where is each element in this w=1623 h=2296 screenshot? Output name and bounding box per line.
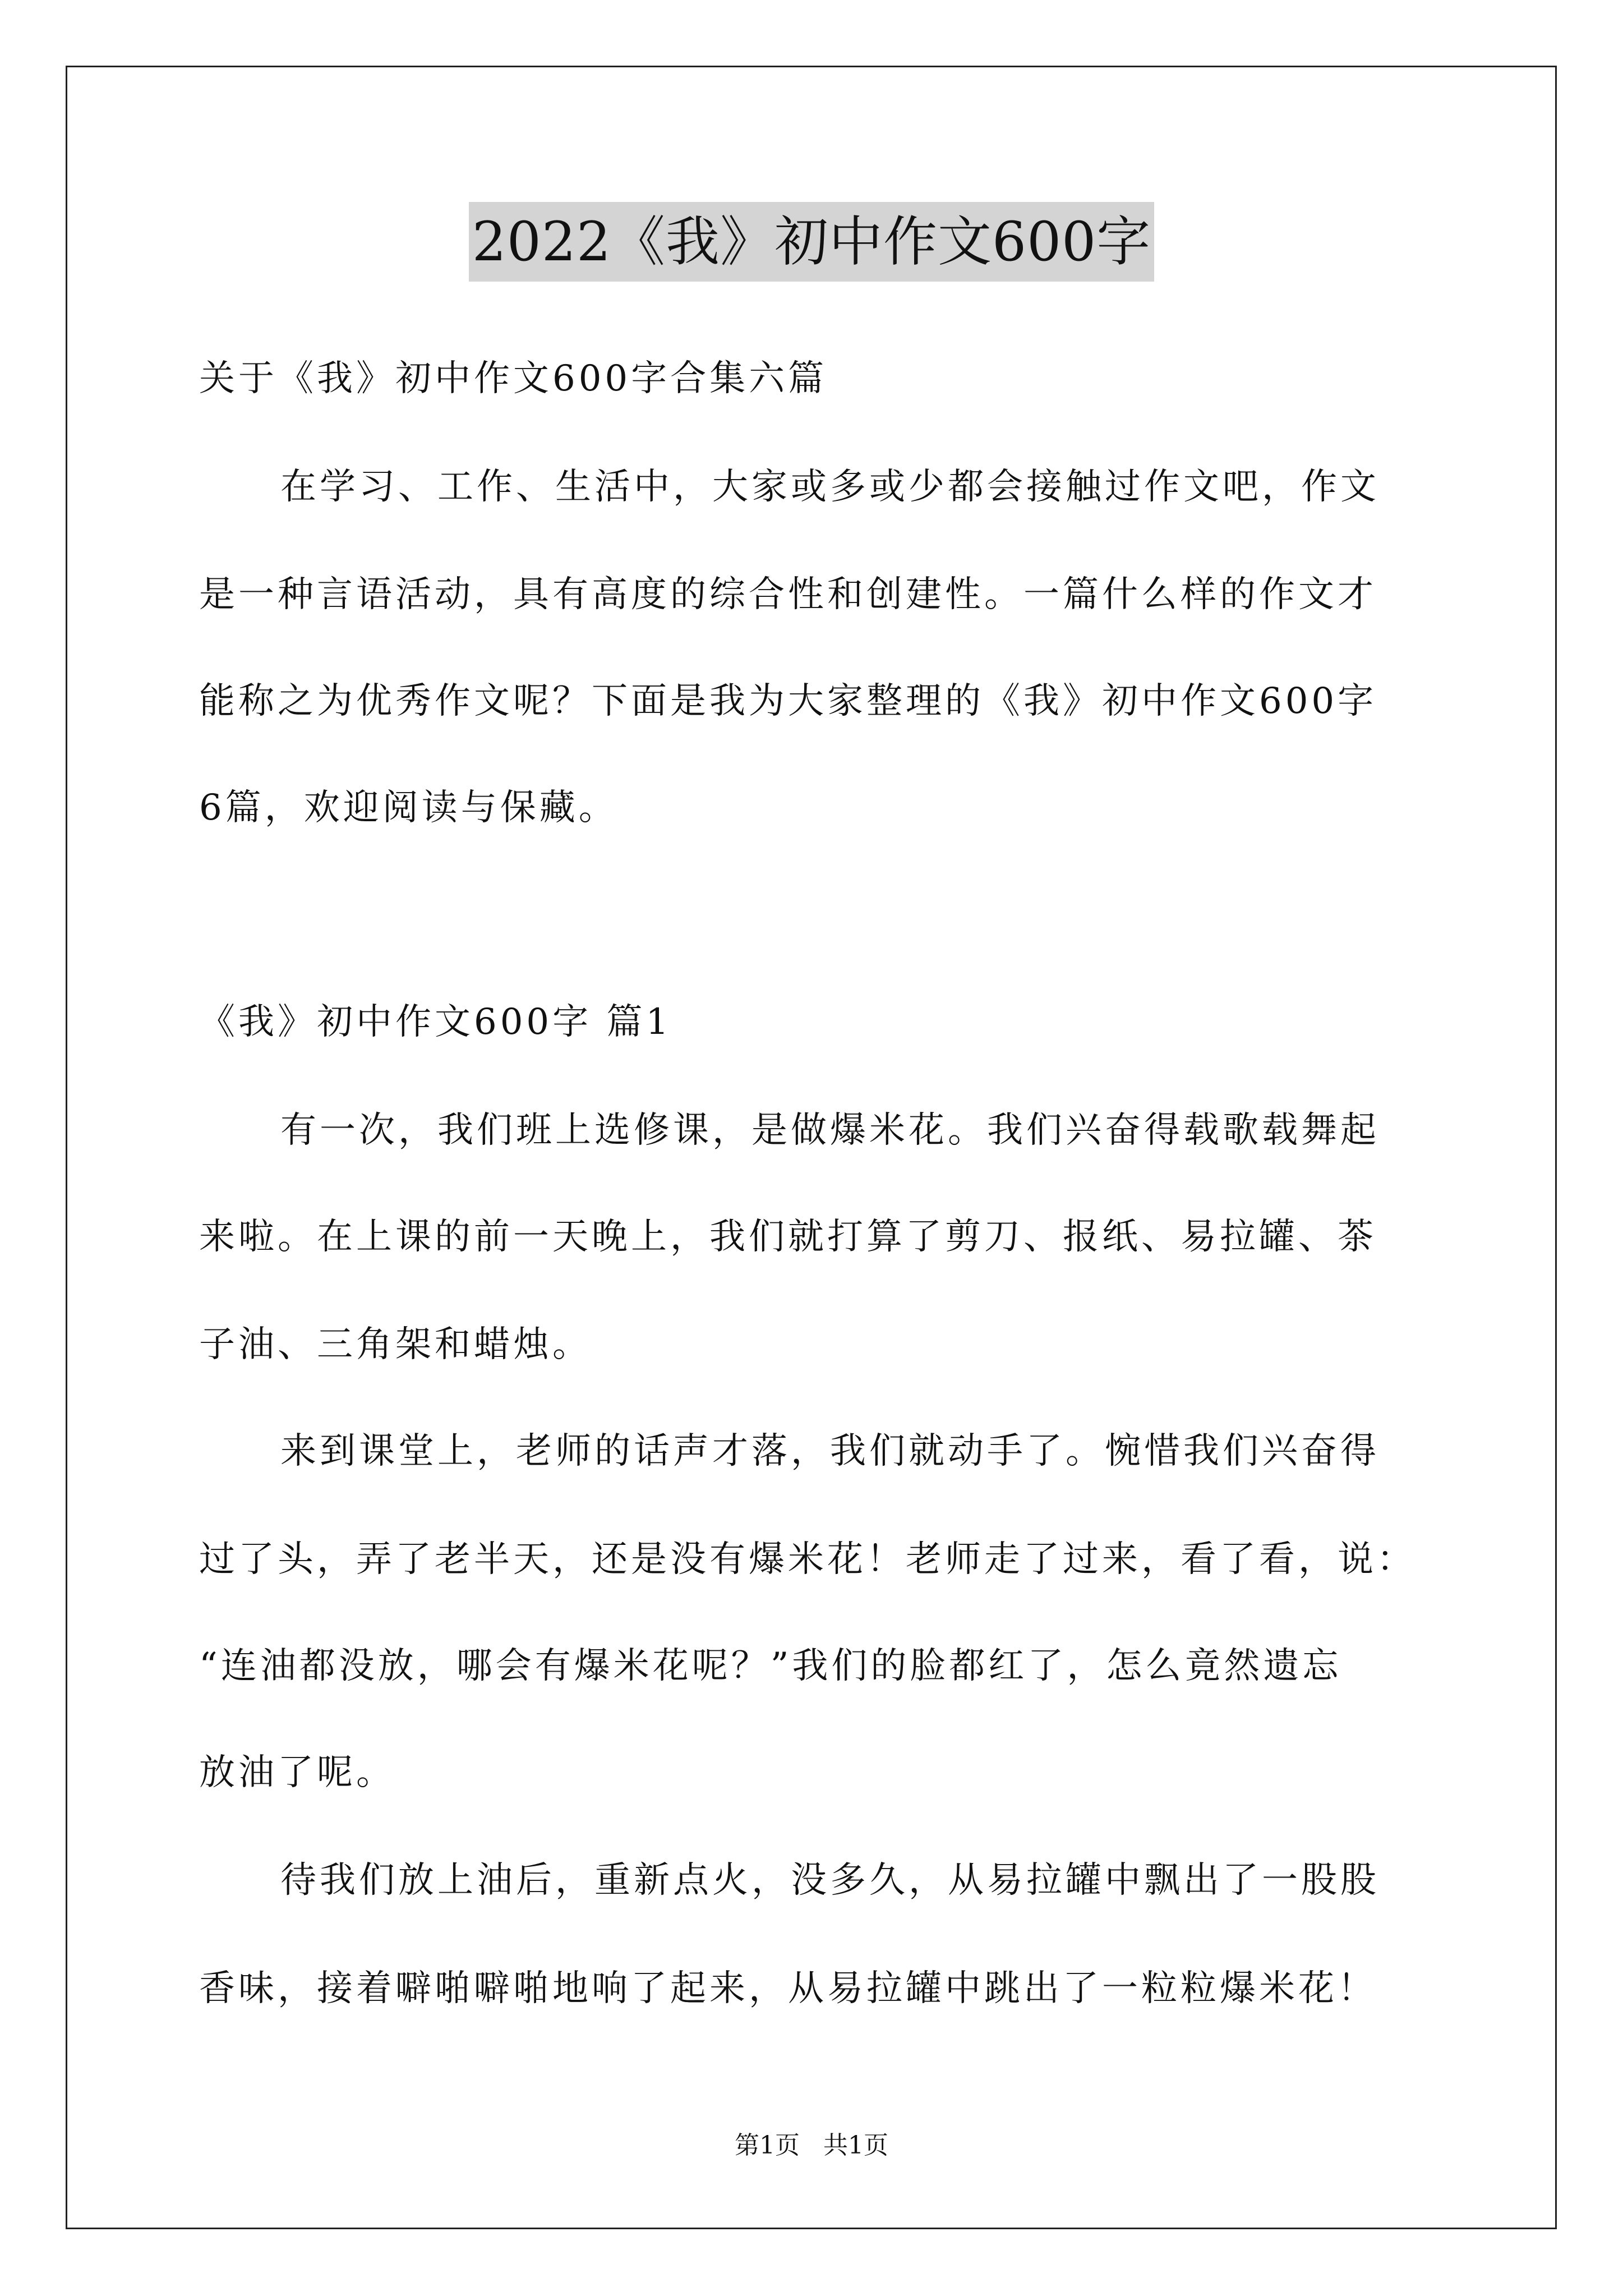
body-line: 能称之为优秀作文呢？下面是我为大家整理的《我》初中作文600字 [199,680,1377,722]
body-line: 有一次，我们班上选修课，是做爆米花。我们兴奋得载歌载舞起 [280,1110,1380,1151]
title-container [0,202,1623,282]
section-heading: 《我》初中作文600字 篇1 [199,1001,672,1043]
body-line: 是一种言语活动，具有高度的综合性和创建性。一篇什么样的作文才 [199,574,1377,615]
document-title: 2022《我》初中作文600字 [469,202,1155,282]
subtitle-line: 关于《我》初中作文600字合集六篇 [199,358,828,399]
page-footer: 第1页 共1页 [735,2131,888,2160]
body-line: 待我们放上油后，重新点火，没多久，从易拉罐中飘出了一股股 [280,1860,1380,1901]
body-line: 过了头，弄了老半天，还是没有爆米花！老师走了过来，看了看，说： [199,1539,1416,1580]
body-line: “连油都没放，哪会有爆米花呢？”我们的脸都红了，怎么竟然遗忘 [199,1645,1342,1687]
body-line: 香味，接着噼啪噼啪地响了起来，从易拉罐中跳出了一粒粒爆米花！ [199,1968,1377,2009]
body-line: 6篇，欢迎阅读与保藏。 [199,787,618,829]
body-line: 来啦。在上课的前一天晚上，我们就打算了剪刀、报纸、易拉罐、茶 [199,1216,1377,1258]
body-line: 在学习、工作、生活中，大家或多或少都会接触过作文吧，作文 [280,466,1380,508]
body-line: 来到课堂上，老师的话声才落，我们就动手了。惋惜我们兴奋得 [280,1430,1380,1472]
body-line: 放油了呢。 [199,1752,395,1793]
body-line: 子油、三角架和蜡烛。 [199,1324,592,1365]
